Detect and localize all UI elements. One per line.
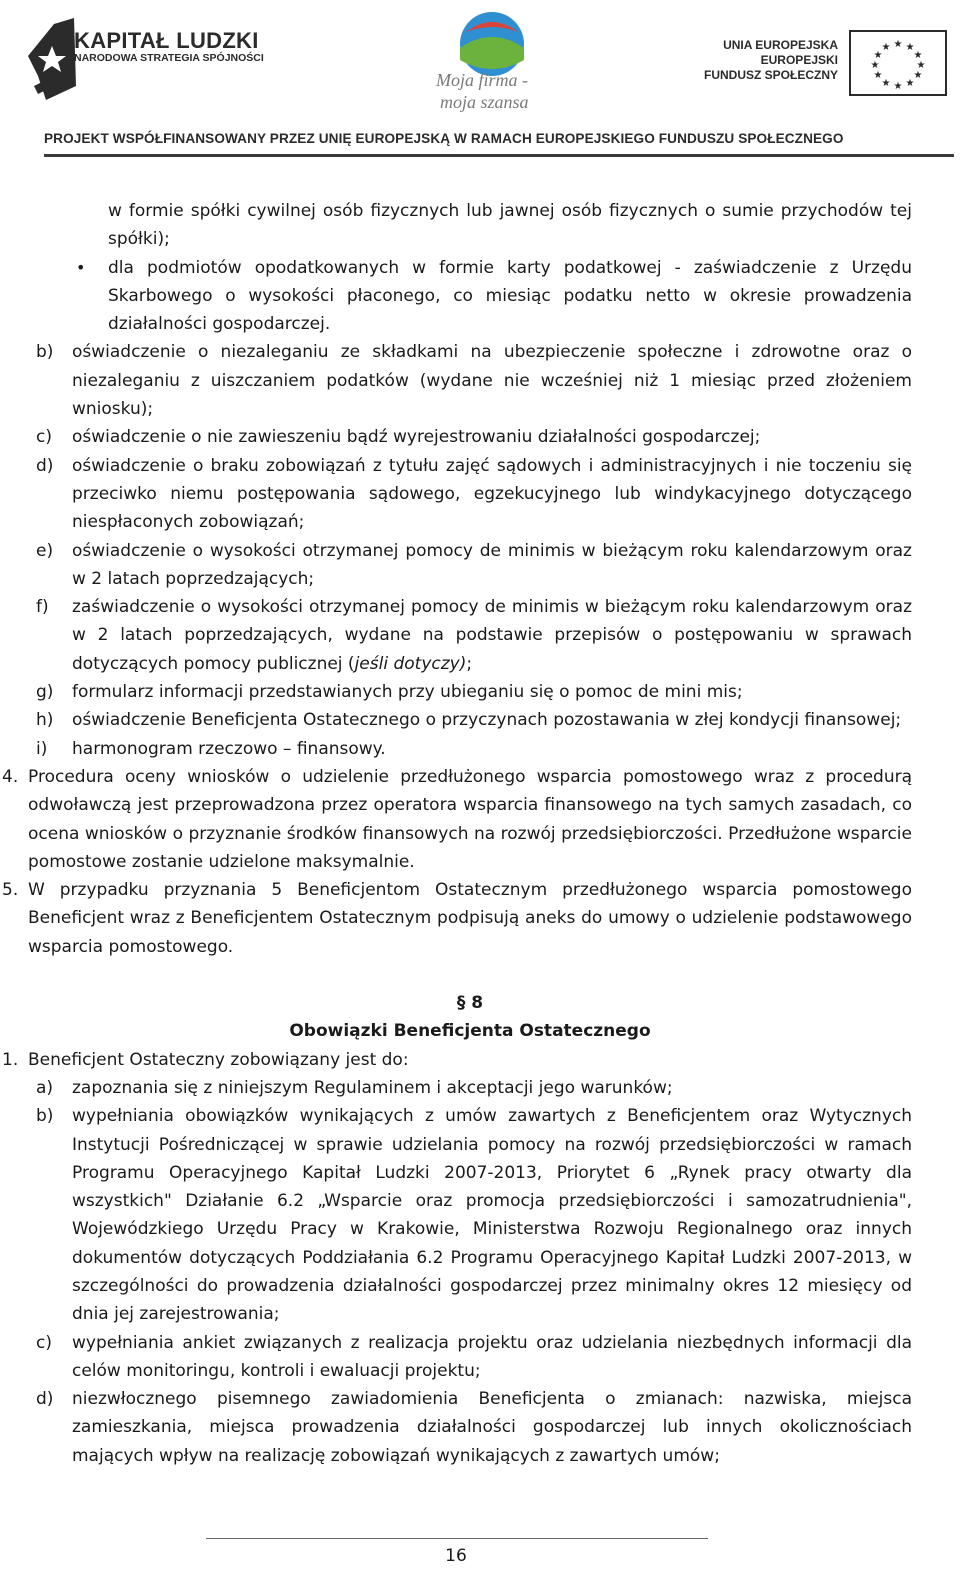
continuation-paragraph: w formie spółki cywilnej osób fizycznych lub jawnej osób fizycznych o sumie przychodów tej spółki); [108,201,912,250]
list-marker: g) [36,682,54,703]
number-marker: 5. [2,880,19,901]
svg-text:★: ★ [913,50,923,61]
numbered-item-4 [2,763,912,876]
list-marker: c) [36,427,52,448]
list-text-italic: jeśli dotyczy) [354,653,467,674]
svg-text:★: ★ [870,60,880,71]
eu-line3: FUNDUSZ SPOŁECZNY [703,68,838,82]
list-text: wypełniania obowiązków wynikających z umów zawartych z Beneficjentem oraz Wytycznych Instytucji Pośredniczącej w sprawie udzielania pomocy na rozwój przedsiębiorczości w ramach Programu Operacyjnego Kapitał Ludzki 2007-2013, Priorytet 6 „Rynek pracy otwarty dla wszystkich" Działanie 6.2 „Wsparcie oraz promocja przedsiębiorczości i samozatrudnienia", Wojewódzkiego Urzędu Pracy w Krakowie, Ministerstwa Rozwoju Regionalnego oraz innych dokumentów dotyczących Poddziałania 6.2 Programu Operacyjnego Kapitał Ludzki 2007-2013, w szczególności do prowadzenia działalności gospodarczej przez minimalny okres 12 miesięcy od dnia jej zarejestrowania; [72,1106,912,1325]
section-title: Obowiązki Beneficjenta Ostatecznego [289,1021,651,1042]
list-marker: h) [36,710,54,731]
document-body [0,197,960,1470]
svg-text:★: ★ [873,50,883,61]
list-text: oświadczenie o wysokości otrzymanej pomocy de minimis w bieżącym roku kalendarzowym oraz w 2 latach poprzedzających; [72,540,912,589]
numbered-item-1 [2,1046,912,1074]
svg-text:★: ★ [905,78,915,89]
numbered-text: Procedura oceny wniosków o udzielenie przedłużonego wsparcia pomostowego wraz z procedurą odwoławczą jest przeprowadzona przez operatora wsparcia finansowego na tych samych zasadach, co ocena wniosków o przyznanie środków finansowych na rozwój przedsiębiorczości. Przedłużone wsparcie pomostowe zostanie udzielone maksymalnie. [28,766,912,872]
kapital-ludzki-title: KAPITAŁ LUDZKI [74,28,259,53]
bullet-item [76,254,912,339]
list-text: zapoznania się z niniejszym Regulaminem i akceptacji jego warunków; [72,1077,673,1098]
eu-line1: UNIA EUROPEJSKA [723,38,838,52]
cofinancing-banner: PROJEKT WSPÓŁFINANSOWANY PRZEZ UNIĘ EUROPEJSKĄ W RAMACH EUROPEJSKIEGO FUNDUSZU SPOŁECZNEGO [44,131,844,146]
list-text: oświadczenie o nie zawieszeniu bądź wyrejestrowaniu działalności gospodarczej; [72,427,761,448]
list-item-f [36,593,912,678]
page-number: 16 [445,1546,467,1566]
duty-item-b [36,1102,912,1328]
kapital-ludzki-subtitle: NARODOWA STRATEGIA SPÓJNOŚCI [74,52,264,64]
moja-firma-line1: Moja firma - [436,70,528,90]
list-marker: b) [36,1106,54,1127]
svg-text:★: ★ [913,70,923,81]
eu-fund-text [704,38,838,83]
eu-line2: EUROPEJSKI [760,53,838,67]
number-marker: 1. [2,1049,19,1070]
list-marker: i) [36,738,48,759]
section-number: § 8 [456,993,484,1014]
bullet-text: dla podmiotów opodatkowanych w formie karty podatkowej - zaświadczenie z Urzędu Skarbowego o wysokości płaconego, co miesiąc podatku netto w okresie prowadzenia działalności gospodarczej. [108,257,912,335]
list-item-e [36,537,912,594]
section-spacer [0,961,960,989]
list-text: formularz informacji przedstawianych przy ubieganiu się o pomoc de mini mis; [72,682,743,703]
numbered-text: W przypadku przyznania 5 Beneficjentom Ostatecznym przedłużonego wsparcia pomostowego Beneficjent wraz z Beneficjentem Ostatecznym podpisują aneks do umowy o udzielenie podstawowego wsparcia pomostowego. [28,880,912,957]
duty-item-d [36,1385,912,1470]
list-text: harmonogram rzeczowo – finansowy. [72,738,386,759]
list-text: zaświadczenie o wysokości otrzymanej pomocy de minimis w bieżącym roku kalendarzowym oraz w 2 latach poprzedzających, wydane na podstawie przepisów o postępowaniu w sprawach dotyczących pomocy publicznej ( [72,597,912,674]
svg-text:★: ★ [873,70,883,81]
header-divider [44,154,954,157]
list-item-h [36,706,912,734]
duty-item-a [36,1074,912,1102]
list-marker: d) [36,455,54,476]
list-item-i [36,735,912,763]
list-text: niezwłocznego pisemnego zawiadomienia Beneficjenta o zmianach: nazwiska, miejsca zamieszkania, miejsca prowadzenia działalności gospodarczej lub innych okolicznościach mających wpływ na realizację zobowiązań wynikających z zawartych umów; [72,1389,912,1466]
list-marker: b) [36,342,54,363]
svg-text:★: ★ [893,39,903,50]
moja-firma-line2: moja szansa [440,92,529,112]
list-marker: d) [36,1389,54,1410]
svg-text:★: ★ [893,81,903,92]
bullet-marker: • [76,257,86,277]
list-text: oświadczenie o braku zobowiązań z tytułu zajęć sądowych i administracyjnych i nie toczeniu się przeciwko niemu postępowania sądowego, egzekucyjnego lub windykacyjnego dotyczącego niespłaconych zobowiązań; [72,455,912,533]
list-text: oświadczenie o niezaleganiu ze składkami na ubezpieczenie społeczne i zdrowotne oraz o niezaleganiu z uiszczaniem podatków (wydane nie wcześniej niż 1 miesiąc przed złożeniem wniosku); [72,342,912,420]
list-text: wypełniania ankiet związanych z realizacja projektu oraz udzielania niezbędnych informacji dla celów monitoringu, kontroli i ewaluacji projektu; [72,1332,912,1381]
footer-divider [206,1538,708,1539]
list-marker: f) [36,597,49,618]
numbered-text: Beneficjent Ostateczny zobowiązany jest do: [28,1049,409,1070]
list-item-b [36,338,912,423]
page-header [0,0,960,170]
number-marker: 4. [2,766,19,787]
svg-text:★: ★ [881,78,891,89]
list-item-d [36,452,912,537]
svg-text:★: ★ [881,42,891,53]
list-marker: a) [36,1077,54,1098]
numbered-item-5 [2,876,912,961]
list-marker: e) [36,540,54,561]
list-item-g [36,678,912,706]
svg-text:★: ★ [905,42,915,53]
list-text: oświadczenie Beneficjenta Ostatecznego o przyczynach pozostawania w złej kondycji finansowej; [72,710,902,731]
duty-item-c [36,1329,912,1386]
eu-flag-icon [849,30,947,96]
svg-text:★: ★ [916,60,926,71]
list-item-c [36,423,912,451]
list-marker: c) [36,1332,52,1353]
list-text-tail: ; [466,653,473,674]
